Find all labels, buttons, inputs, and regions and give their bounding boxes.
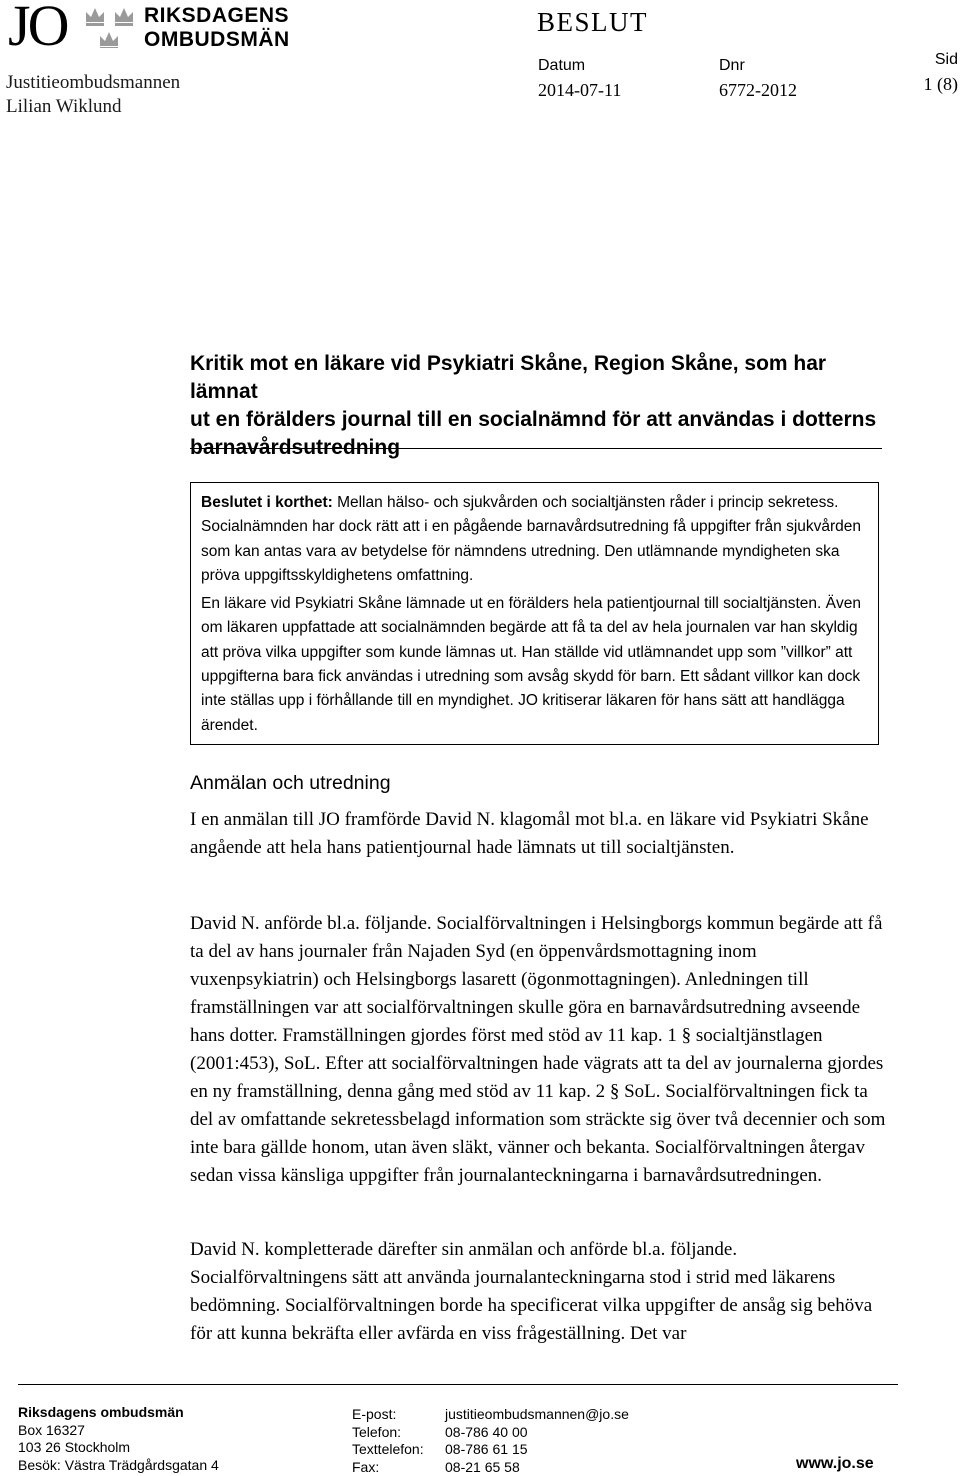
footer-contact-labels	[352, 1406, 424, 1476]
footer-divider	[18, 1384, 898, 1385]
date-value: 2014-07-11	[538, 80, 621, 101]
decision-title	[190, 350, 890, 462]
phone-value: 08-786 40 00	[445, 1424, 629, 1442]
fax-label: Fax:	[352, 1459, 424, 1476]
textphone-value: 08-786 61 15	[445, 1441, 629, 1459]
page-value: 1 (8)	[908, 74, 958, 95]
summary-text: Mellan hälso- och sjukvården och socialtjänsten råder i princip sekretess. Socialnämnden har dock rätt att i en pågående barnavårdsutredning få uppgifter från sjukvården som kan antas vara av betydelse för nämndens utredning. Den utlämnande myndigheten ska pröva uppgiftsskyldighetens omfattning.	[201, 494, 861, 584]
summary-box	[190, 482, 879, 745]
paragraph-text: I en anmälan till JO framförde David N. klagomål mot bl.a. en läkare vid Psykiatri Skåne angående att hela hans patientjournal hade lämnats ut till socialtjänsten.	[190, 806, 890, 862]
body-paragraph	[190, 806, 890, 862]
logo-org-line1: RIKSDAGENS	[144, 4, 289, 28]
email-link[interactable]: justitieombudsmannen@jo.se	[445, 1406, 629, 1424]
dnr-value: 6772-2012	[719, 80, 797, 101]
email-label: E-post:	[352, 1406, 424, 1424]
textphone-label: Texttelefon:	[352, 1441, 424, 1459]
website-link[interactable]: www.jo.se	[796, 1455, 874, 1473]
document-type: BESLUT	[537, 7, 648, 38]
crowns-icon	[84, 2, 138, 48]
fax-value: 08-21 65 58	[445, 1459, 629, 1476]
title-divider	[190, 448, 882, 449]
logo-org-line2: OMBUDSMÄN	[144, 28, 290, 52]
paragraph-text: David N. anförde bl.a. följande. Socialförvaltningen i Helsingborgs kommun begärde att få ta del av hans journaler från Najaden Syd (en öppenvårdsmottagning inom vuxenpsykiatrin) och Helsingborgs lasarett (ögonmottagningen). Anledningen till framställningen var att socialförvaltningen skulle göra en barnavårdsutredning avseende hans dotter. Framställningen gjordes först med stöd av 11 kap. 1 § socialtjänstlagen (2001:453), SoL. Efter att socialförvaltningen hade vägrats att ta del av journalerna gjordes en ny framställning, denna gång med stöd av 11 kap. 2 § SoL. Socialförvaltningen fick ta del av omfattande sekretessbelagd information som sträckte sig över två decennier och som inte bara gällde honom, utan även släkt, vänner och bekanta. Socialförvaltningen återgav sedan vissa känsliga uppgifter från journalanteckningarna i barnavårdsutredningen.	[190, 910, 890, 1190]
section-heading: Anmälan och utredning	[190, 772, 391, 795]
summary-paragraph	[201, 491, 868, 588]
title-line: barnavårdsutredning	[190, 434, 890, 462]
page-label: Sid	[920, 51, 958, 69]
summary-lead: Beslutet i korthet:	[201, 494, 333, 511]
jo-logo	[6, 0, 306, 62]
body-paragraph	[190, 1236, 890, 1348]
phone-label: Telefon:	[352, 1424, 424, 1442]
footer-contact-values	[445, 1406, 629, 1476]
author-name: Lilian Wiklund	[6, 96, 122, 118]
logo-jo-letters: JO	[8, 0, 66, 58]
body-paragraph	[190, 910, 890, 1190]
paragraph-text: David N. kompletterade därefter sin anmälan och anförde bl.a. följande. Socialförvaltningens sätt att använda journalanteckningarna stod i strid med läkarens bedömning. Socialförvaltningen borde ha specificerat vilka uppgifter de ansåg sig behöva för att kunna bekräfta eller avfärda en viss frågeställning. Det var	[190, 1236, 890, 1348]
title-line: Kritik mot en läkare vid Psykiatri Skåne, Region Skåne, som har lämnat	[190, 350, 890, 406]
date-label: Datum	[538, 57, 585, 75]
footer-address-line: Box 16327	[18, 1422, 219, 1440]
footer-visit-address: Besök: Västra Trädgårdsgatan 4	[18, 1457, 219, 1475]
footer-address-line: 103 26 Stockholm	[18, 1439, 219, 1457]
footer-org-name: Riksdagens ombudsmän	[18, 1404, 219, 1422]
author-title: Justitieombudsmannen	[6, 72, 180, 94]
footer-address	[18, 1404, 219, 1474]
title-line: ut en förälders journal till en socialnämnd för att användas i dotterns	[190, 406, 890, 434]
dnr-label: Dnr	[719, 57, 745, 75]
summary-paragraph: En läkare vid Psykiatri Skåne lämnade ut en förälders hela patientjournal till socialtjänsten. Även om läkaren uppfattade att socialnämnden begärde att få ta del av hela journalen var han skyldig att pröva vilka uppgifter som kunde lämnas ut. Han ställde vid utlämnandet upp som ”villkor” att uppgifterna bara fick användas i utredning som avsåg skydd för barn. Ett sådant villkor kan dock inte ställas upp i förhållande till en myndighet. JO kritiserar läkaren för hans sätt att handlägga ärendet.	[201, 592, 868, 738]
